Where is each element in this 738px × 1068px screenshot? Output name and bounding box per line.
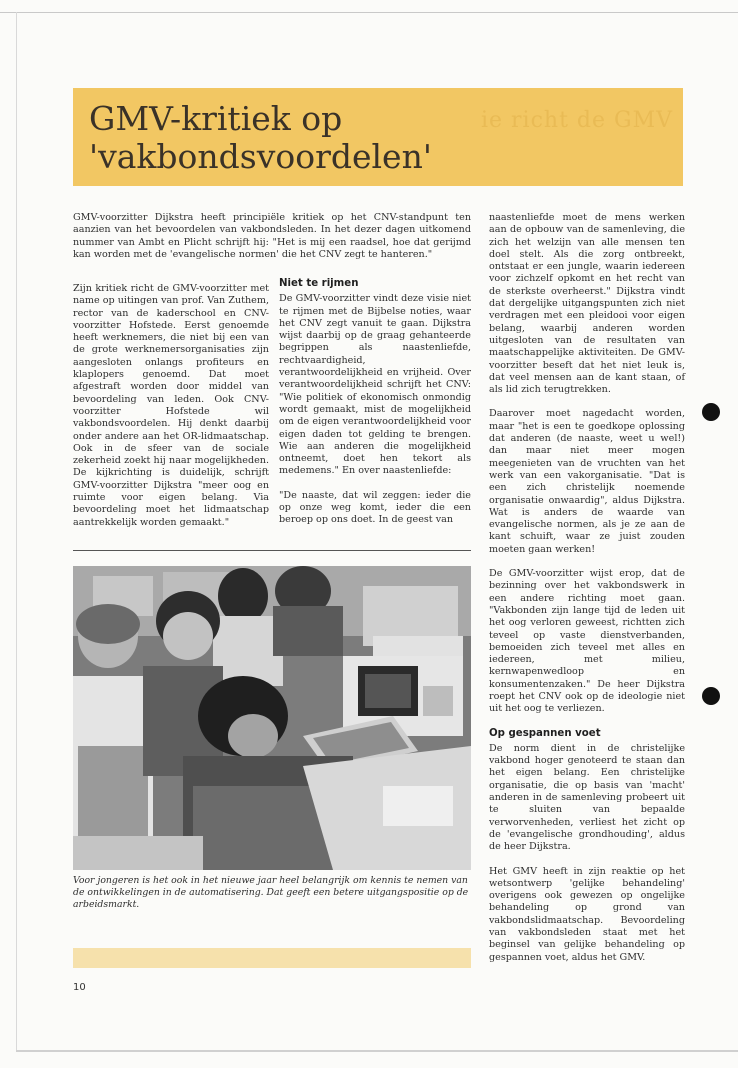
column-2-paragraph-1: De GMV-voorzitter vindt deze visie niet te rijmen met de Bijbelse noties, waar het CNV zegt vanuit te gaan. Dijkstra wijst daarbij op de graag gehanteerde begrippen als naastenliefde, rechtvaardigheid, verantwoordelijkheid en vrijheid. Over verantwoordelijkheid schrijft het CNV: "Wie politiek of ekonomisch onmondig wordt gemaakt, mist de mogelijkheid om de eigen verantwoordelijkheid voor eigen daden tot gelding te brengen. Wie aan anderen die mogelijkheid ontneemt, doet hen tekort als medemens." En over naastenliefde:	[279, 293, 471, 477]
headline-banner	[73, 88, 683, 186]
page-bottom-edge	[16, 1050, 738, 1052]
photo-students-at-computers	[73, 566, 471, 870]
column-1	[73, 283, 269, 529]
headline-line-2: 'vakbondsvoordelen'	[89, 137, 432, 176]
banner-bleed-through-text: ie richt de GMV	[480, 108, 673, 133]
column-3	[489, 212, 685, 964]
subheading-niet-te-rijmen: Niet te rijmen	[279, 278, 359, 289]
binder-hole-top	[702, 403, 720, 421]
page-left-edge	[16, 12, 17, 1052]
yellow-footer-strip	[73, 948, 471, 968]
intro-text: GMV-voorzitter Dijkstra heeft principiële kritiek op het CNV-standpunt ten aanzien van het bevoordelen van vakbondsleden. In het dezer dagen uitkomend nummer van Ambt en Plicht schrijft hij: "Het is mij een raadsel, hoe dat gerijmd kan worden met de 'evangelische normen' die het CNV zegt te hanteren."	[73, 212, 471, 260]
column-3-paragraph-1: naastenliefde moet de mens werken aan de opbouw van de samenleving, die zich het welzijn van alle mensen ten doel stelt. Als die zorg ontbreekt, ontstaat er een jungle, waarin iedereen voor zichzelf opkomt en het recht van de sterkste overheerst." Dijkstra vindt dat dergelijke uitgangspunten zich niet verdragen met een pleidooi voor eigen belang, waarbij anderen worden uitgesloten van de resultaten van maatschappelijke aktiviteiten. De GMV-voorzitter beseft dat het niet leuk is, dat veel mensen aan de kant staan, of als lid zich terugtrekken.	[489, 212, 685, 396]
photo-caption: Voor jongeren is het ook in het nieuwe jaar heel belangrijk om kennis te nemen van de ontwikkelingen in de automatisering. Dat geeft een betere uitgangspositie op de arbeidsmarkt.	[73, 875, 469, 910]
binder-hole-bottom	[702, 687, 720, 705]
page-number: 10	[73, 982, 86, 993]
headline-line-1: GMV-kritiek op	[89, 99, 343, 138]
column-3-paragraph-4: De norm dient in de christelijke vakbond hoger genoteerd te staan dan het eigen belang. Een christelijke organisatie, die op basis van 'macht' anderen in de samenleving probeert uit te sluiten van bepaalde verworvenheden, verliest het zicht op de 'evangelische grondhouding', aldus de heer Dijkstra.	[489, 742, 685, 853]
column-3-paragraph-5: Het GMV heeft in zijn reaktie op het wetsontwerp 'gelijke behandeling' overigens ook gewezen op ongelijke behandeling op grond van vakbondslidmaatschap. Bevoordeling van vakbondsleden staat met het beginsel van gelijke behandeling op gespannen voet, aldus het GMV.	[489, 865, 685, 963]
column-2-paragraph-2: "De naaste, dat wil zeggen: ieder die op onze weg komt, ieder die een beroep op ons doet. In de geest van	[279, 489, 471, 526]
column-3-paragraph-3: De GMV-voorzitter wijst erop, dat de bezinning over het vakbondswerk in een andere richting moet gaan. "Vakbonden zijn lange tijd de leden uit het oog verloren geweest, richtten zich teveel op vaste dienstverbanden, bemoeiden zich teveel met alles en iedereen, met milieu, kernwapenwedloop en konsumentenzaken." De heer Dijkstra roept het CNV ook op de ideologie niet uit het oog te verliezen.	[489, 568, 685, 715]
photo-illustration	[73, 566, 471, 870]
column-2	[279, 278, 471, 527]
photo-divider-rule	[73, 550, 471, 551]
page-top-edge	[0, 12, 738, 13]
intro-paragraph	[73, 212, 471, 261]
column-3-paragraph-2: Daarover moet nagedacht worden, maar "het is een te goedkope oplossing dat anderen (de naaste, weet u wel!) dan maar niet meer mogen meegenieten van de vruchten van het werk van een vakorganisatie. "Dat is een zich christelijk noemende organisatie onwaardig", aldus Dijkstra. Wat is anders de waarde van evangelische normen, als je ze aan de kant schuift, waar ze juist zouden moeten gaan werken!	[489, 408, 685, 555]
column-1-paragraph-1: Zijn kritiek richt de GMV-voorzitter met name op uitingen van prof. Van Zuthem, rector van de kaderschool en CNV-voorzitter Hofstede. Eerst genoemde heeft werknemers, die niet bij een van de grote werknemersorganisaties zijn aangesloten onlangs profiteurs en klaplopers genoemd. Dat moet afgestraft worden door middel van bevoordeling van leden. Ook CNV-voorzitter Hofstede wil vakbondsvoordelen. Hij denkt daarbij onder andere aan het OR-lidmaatschap. Ook in de sfeer van de sociale zekerheid zoekt hij naar mogelijkheden. De kijkrichting is duidelijk, schrijft GMV-voorzitter Dijkstra "meer oog en ruimte voor eigen belang. Via bevoordeling moet het lidmaatschap aantrekkelijk worden gemaakt."	[73, 283, 269, 528]
article-headline	[89, 100, 432, 176]
subheading-op-gespannen-voet: Op gespannen voet	[489, 727, 601, 739]
